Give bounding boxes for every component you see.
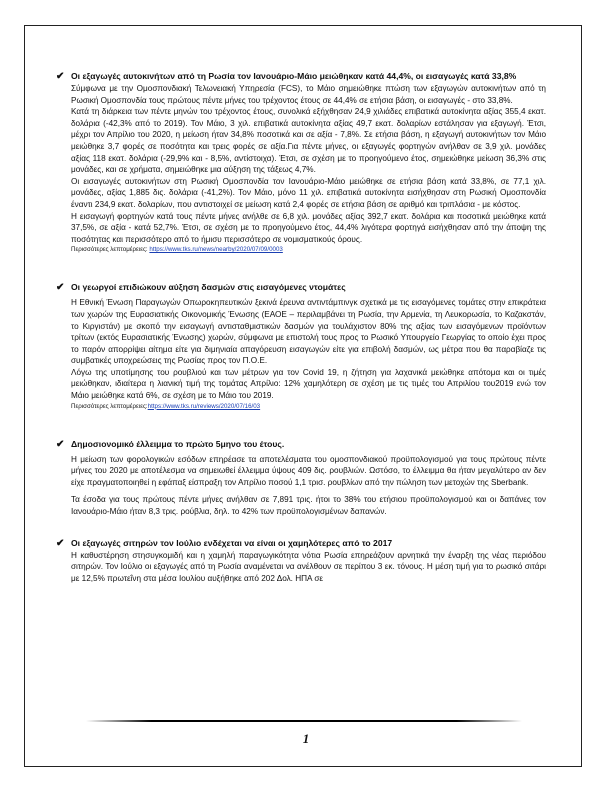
- more-details-label: Περισσότερες λεπτομέρειες:: [71, 402, 148, 410]
- news-item-tomato-duties: [56, 282, 546, 410]
- paragraph: Τα έσοδα για τους πρώτους πέντε μήνες ανήλθαν σε 7,891 τρις. ήτοι το 38% του ετήσιου προϋπολογισμού και οι δαπάνες τον Ιανουάριο-Μάιο ήταν 8,3 τρις. ρούβλια, δηλ. το 42% των προϋπολογισμένων δαπανών.: [71, 495, 546, 517]
- checkmark-icon: ✔: [56, 438, 65, 450]
- more-details-link[interactable]: https://www.tks.ru/news/nearby/2020/07/09/0003: [149, 246, 283, 254]
- more-details-link[interactable]: https://www.tks.ru/reviews/2020/07/16/03: [147, 402, 261, 410]
- paragraph: Η μείωση των φορολογικών εσόδων επηρέασε τα αποτελέσματα του ομοσπονδιακού προϋπολογισμού για τους πρώτους πέντε μήνες του 2020 με αποτέλεσμα να σημειωθεί έλλειμμα ύψους 409 δις. ρουβλιών. Ωστόσο, το έλλειμμα θα ήταν μεγαλύτερο αν δεν είχε πραγματοποιηθεί η εφάπαξ είσπραξη τον Απρίλιο ποσού 1,1 τρισ. ρουβλίων από την πώληση των μετοχών της Sberbank.: [71, 454, 546, 487]
- section-heading: [56, 71, 546, 82]
- checkmark-icon: ✔: [56, 71, 65, 82]
- heading-text: Οι εξαγωγές αυτοκινήτων από τη Ρωσία τον Ιανουάριο-Μάιο μειώθηκαν κατά 44,4%, οι εισαγωγές κατά 33,8%: [71, 71, 517, 81]
- section-heading: [56, 538, 546, 549]
- checkmark-icon: ✔: [56, 537, 65, 549]
- heading-text: Οι γεωργοί επιδιώκουν αύξηση δασμών στις εισαγόμενες ντομάτες: [71, 282, 346, 293]
- news-item-car-exports: [56, 71, 546, 254]
- document-body: [56, 71, 546, 590]
- paragraph: Η εισαγωγή φορτηγών κατά τους πέντε μήνες ανήλθε σε 6,8 χιλ. μονάδες αξίας 392,7 εκατ. δολάρια και ποσοτικά μειώθηκε κατά 37,5%, σε αξία - κατά 52,7%. Έτσι, σε σχέση με το προηγούμενο έτος, 44,4% λιγότερα φορτηγά εισήχθησαν από την άποψη της ποσότητας και περισσότερο από το ήμισυ περισσότερο σε νομισματικούς όρους.: [71, 211, 546, 244]
- paragraph: Λόγω της υποτίμησης του ρουβλιού και των μέτρων για τον Covid 19, η ζήτηση για λαχανικά μειώθηκε απότομα και οι τιμές μειώθηκαν, ιδιαίτερα η λιανική τιμή της τομάτας Απρίλιο: 12% χαμηλότερη σε σχέση με τις τιμές του Απριλίου του2019 ενώ τον Μάιο μειώθηκε κατά 6%, σε σχέση με το Μάιο του 2019.: [71, 367, 546, 401]
- news-item-grain-exports: [56, 538, 546, 585]
- more-details-label: Περισσότερες λεπτομέρειες:: [71, 246, 150, 254]
- more-details: [71, 245, 546, 254]
- paragraph: Οι εισαγωγές αυτοκινήτων στη Ρωσική Ομοσπονδία τον Ιανουάριο-Μάιο μειώθηκε σε ετήσια βάση κατά 33,8%, σε 77,1 χιλ. μονάδες, αξίας 1,885 δις. δολάρια (-41,2%). Τον Μάιο, μόνο 11 χιλ. επιβατικά αυτοκίνητα εισήχθησαν στη Ρωσική Ομοσπονδία έναντι 234,9 εκατ. δολαρίων, που αντιστοιχεί σε μείωση κατά 2,4 φορές σε ετήσια βάση σε αριθμό και τριπλάσια - με κόστος.: [71, 176, 546, 209]
- paragraph: Η καθυστέρηση στησυγκομιδή και η χαμηλή παραγωγικότητα νότια Ρωσία επηρεάζουν αρνητικά την έναρξη της νέας περιόδου σιτηρών. Τον Ιούλιο οι εξαγωγές από τη Ρωσία αναμένεται να ανέλθουν σε περίπου 3 εκ. τόνους. Η μέση τιμή για το ρωσικό σιτάρι με 12,5% πρωτεΐνη στα μέσα Ιουλίου αυξήθηκε από 202 Δολ. ΗΠΑ σε: [71, 550, 546, 583]
- paragraph: Κατά τη διάρκεια των πέντε μηνών του τρέχοντος έτους, συνολικά εξήχθησαν 24,9 χιλιάδες επιβατικά αυτοκίνητα αξίας 355,4 εκατ. δολάρια (-42,3% από το 2019). Τον Μάιο, 3 χιλ. επιβατικά αυτοκίνητα αξίας 49,7 εκατ. δολαρίων εστάλησαν για εξαγωγή. Έτσι, μέχρι τον Απρίλιο του 2020, η μείωση ήταν 34,8% ποσοτικά και σε αξία - 7,8%. Σε ετήσια βάση, η εξαγωγή αυτοκινήτων τον Μάιο μειώθηκε 3,7 φορές σε ποσότητα και τρεις φορές σε αξία.Για πέντε μήνες, οι εξαγωγές φορτηγών ανήλθαν σε 3,9 χιλ. μονάδες αξίας 118 εκατ. δολάρια (-29,9% και - 8,5%, αντίστοιχα). Έτσι, σε σχέση με το προηγούμενο έτος, σημειώθηκε μείωση 36,3% στις μονάδες, και σε χρήματα, σημειώθηκε μια αύξηση της τάξεως 4,7%.: [71, 107, 546, 175]
- footer-divider: [86, 720, 522, 722]
- heading-text: Οι εξαγωγές σιτηρών τον Ιούλιο ενδέχεται να είναι οι χαμηλότερες από το 2017: [71, 537, 393, 548]
- heading-text: Δημοσιονομικό έλλειμμα το πρώτο 5μηνο του έτους.: [71, 438, 285, 449]
- section-heading: [56, 282, 546, 293]
- page-number: 1: [302, 731, 310, 746]
- section-heading: [56, 439, 546, 450]
- paragraph: Σύμφωνα με την Ομοσπονδιακή Τελωνειακή Υπηρεσία (FCS), το Μάιο σημειώθηκε πτώση των εξαγωγών αυτοκινήτων από τη Ρωσική Ομοσπονδία τους πρώτους πέντε μήνες του τρέχοντος έτους σε 44,4% σε ετήσια βάση, οι εισαγωγές - στο 33,8%.: [71, 84, 546, 105]
- checkmark-icon: ✔: [56, 282, 65, 294]
- paragraph: Η Εθνική Ένωση Παραγωγών Οπωροκηπευτικών ξεκινά έρευνα αντιντάμπινγκ σχετικά με τις εισαγόμενες τομάτες στην επικράτεια των χωρών της Ευρασιατικής Οικονομικής Ένωσης (ΕΑΟΕ – περιλαμβάνει τη Ρωσία, την Αρμενία, τη Λευκορωσία, το Καζακστάν, το Κιργιστάν) με σκοπό την εισαγωγή αντισταθμιστικών δασμών για τουλάχιστον 80% της αξίας των εισαγόμενων προϊόντων τρίτων (εκτός Ευρασιατικής Ένωσης) χωρών, σύμφωνα με επιστολή τους προς το Ρωσικό Υπουργείο Γεωργίας το οποίο έχει προς το παρόν απορρίψει αίτημα είτε για διμηνιαία απαγόρευση εισαγωγών είτε για επιβολή δασμών, ως μέτρα που θα παραβίαζε τις συμβατικές υποχρεώσεις της Ρωσίας προς τον Π.Ο.Ε.: [71, 298, 546, 366]
- more-details: [71, 402, 546, 411]
- news-item-budget-deficit: [56, 439, 546, 518]
